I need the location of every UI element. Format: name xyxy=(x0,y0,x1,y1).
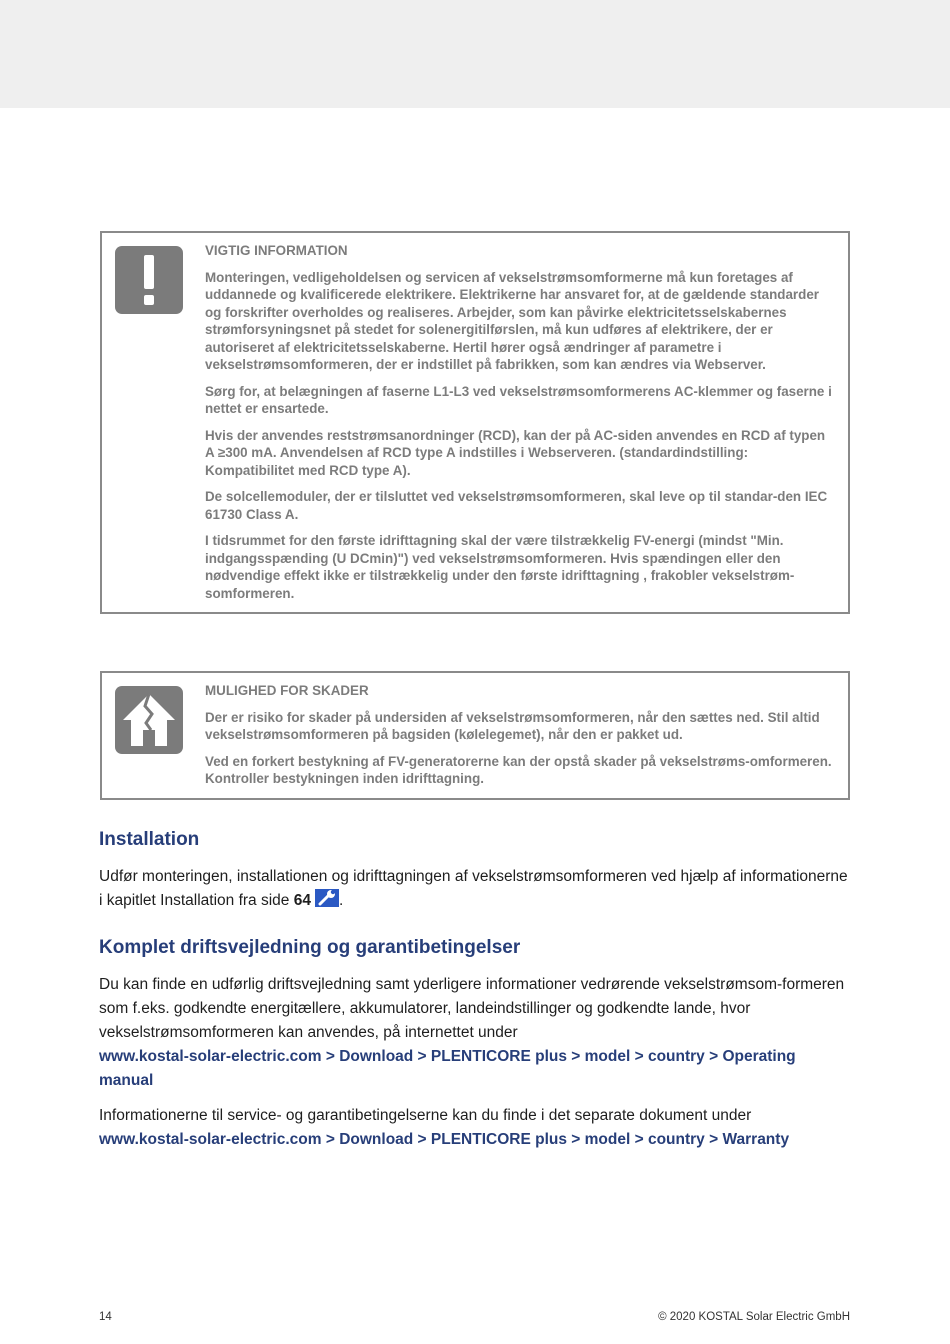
notice-heading: VIGTIG INFORMATION xyxy=(205,243,348,258)
page-reference[interactable]: 64 xyxy=(293,892,311,909)
operating-manual-link[interactable]: www.kostal-solar-electric.com > Download > PLENTICORE plus > model > country > Operating manual xyxy=(99,1048,796,1089)
wrench-icon xyxy=(315,889,339,907)
damage-notice xyxy=(100,671,850,800)
header-band xyxy=(0,0,950,108)
notice-paragraph: Hvis der anvendes reststrømsanordninger (RCD), kan der på AC-siden anvendes en RCD af typen A ≥300 mA. Anvendelsen af RCD type A indstilles i Webserveren. (standardindstilling: Kompatibilitet med RCD type A). xyxy=(205,427,826,478)
important-information-notice xyxy=(100,231,850,614)
notice-paragraph: I tidsrummet for den første idrifttagning skal der være tilstrækkelig FV-energi (mindst "Min. indgangsspænding (U DCmin)") ved vekselstrømsomformeren. Hvis spændingen eller den nødvendige effekt ikke er tilstrækkelig under den første idrifttagning , frakobler vekselstrøm-somformeren. xyxy=(205,533,795,601)
installation-text xyxy=(99,865,851,913)
manual-title: Komplet driftsvejledning og garantibetingelser xyxy=(99,937,521,958)
warranty-link[interactable]: www.kostal-solar-electric.com > Download > PLENTICORE plus > model > country > Warranty xyxy=(99,1131,790,1148)
notice-paragraph: De solcellemoduler, der er tilsluttet ved vekselstrømsomformeren, skal leve op til standar-den IEC 61730 Class A. xyxy=(205,489,828,522)
warranty-text: Informationerne til service- og garantibetingelserne kan du finde i det separate dokument under xyxy=(99,1107,752,1124)
damaged-house-icon xyxy=(115,686,183,754)
installation-body: Udfør monteringen, installationen og idrifttagningen af vekselstrømsomformeren ved hjælp af informationerne i kapitlet Installation fra side xyxy=(99,868,848,909)
installation-trailing: . xyxy=(338,892,344,909)
notice-heading: MULIGHED FOR SKADER xyxy=(205,683,369,698)
installation-title: Installation xyxy=(99,829,200,850)
notice-paragraph: Monteringen, vedligeholdelsen og servicen af vekselstrømsomformerne må kun foretages af uddannede og kvalificerede elektrikere. Elektrikerne har ansvaret for, at de gældende standarder og forskrifter overholdes og realiseres. Arbejder, som kan påvirke elektricitetsselskabernes strømforsyningsnet på stedet for solenergitilførslen, må kun udføres af elektrikere, der er autoriseret af elektricitetsselskaberne. Hertil hører også ændringer af parametre i vekselstrømsomformeren, der er indstillet på fabrikken, som kan ændres via Webserver. xyxy=(205,269,819,372)
page-number: 14 xyxy=(99,1311,112,1323)
manual-text: Du kan finde en udførlig driftsvejledning samt yderligere informationer vedrørende vekselstrømsom-formeren som f.eks. godkendte energitællere, akkumulatorer, landeindstillinger og godkendte lande, hvor vekselstrømsomformeren kan anvendes, på internettet under xyxy=(99,976,845,1041)
manual-paragraph-1 xyxy=(99,973,851,1093)
notice-paragraph: Der er risiko for skader på undersiden af vekselstrømsomformeren, når den sættes ned. Stil altid vekselstrømsomformeren på bagsiden (kølelegemet), når den er pakket ud. xyxy=(205,709,820,742)
manual-paragraph-2 xyxy=(99,1104,851,1152)
notice-paragraph: Sørg for, at belægningen af faserne L1-L3 ved vekselstrømsomformerens AC-klemmer og faserne i nettet er ensartede. xyxy=(205,383,832,416)
notice-paragraph: Ved en forkert bestykning af FV-generatorerne kan der opstå skader på vekselstrøms-omformeren. Kontroller bestykningen inden idrifttagning. xyxy=(205,753,832,786)
copyright: © 2020 KOSTAL Solar Electric GmbH xyxy=(658,1311,850,1323)
exclamation-icon xyxy=(115,246,183,314)
